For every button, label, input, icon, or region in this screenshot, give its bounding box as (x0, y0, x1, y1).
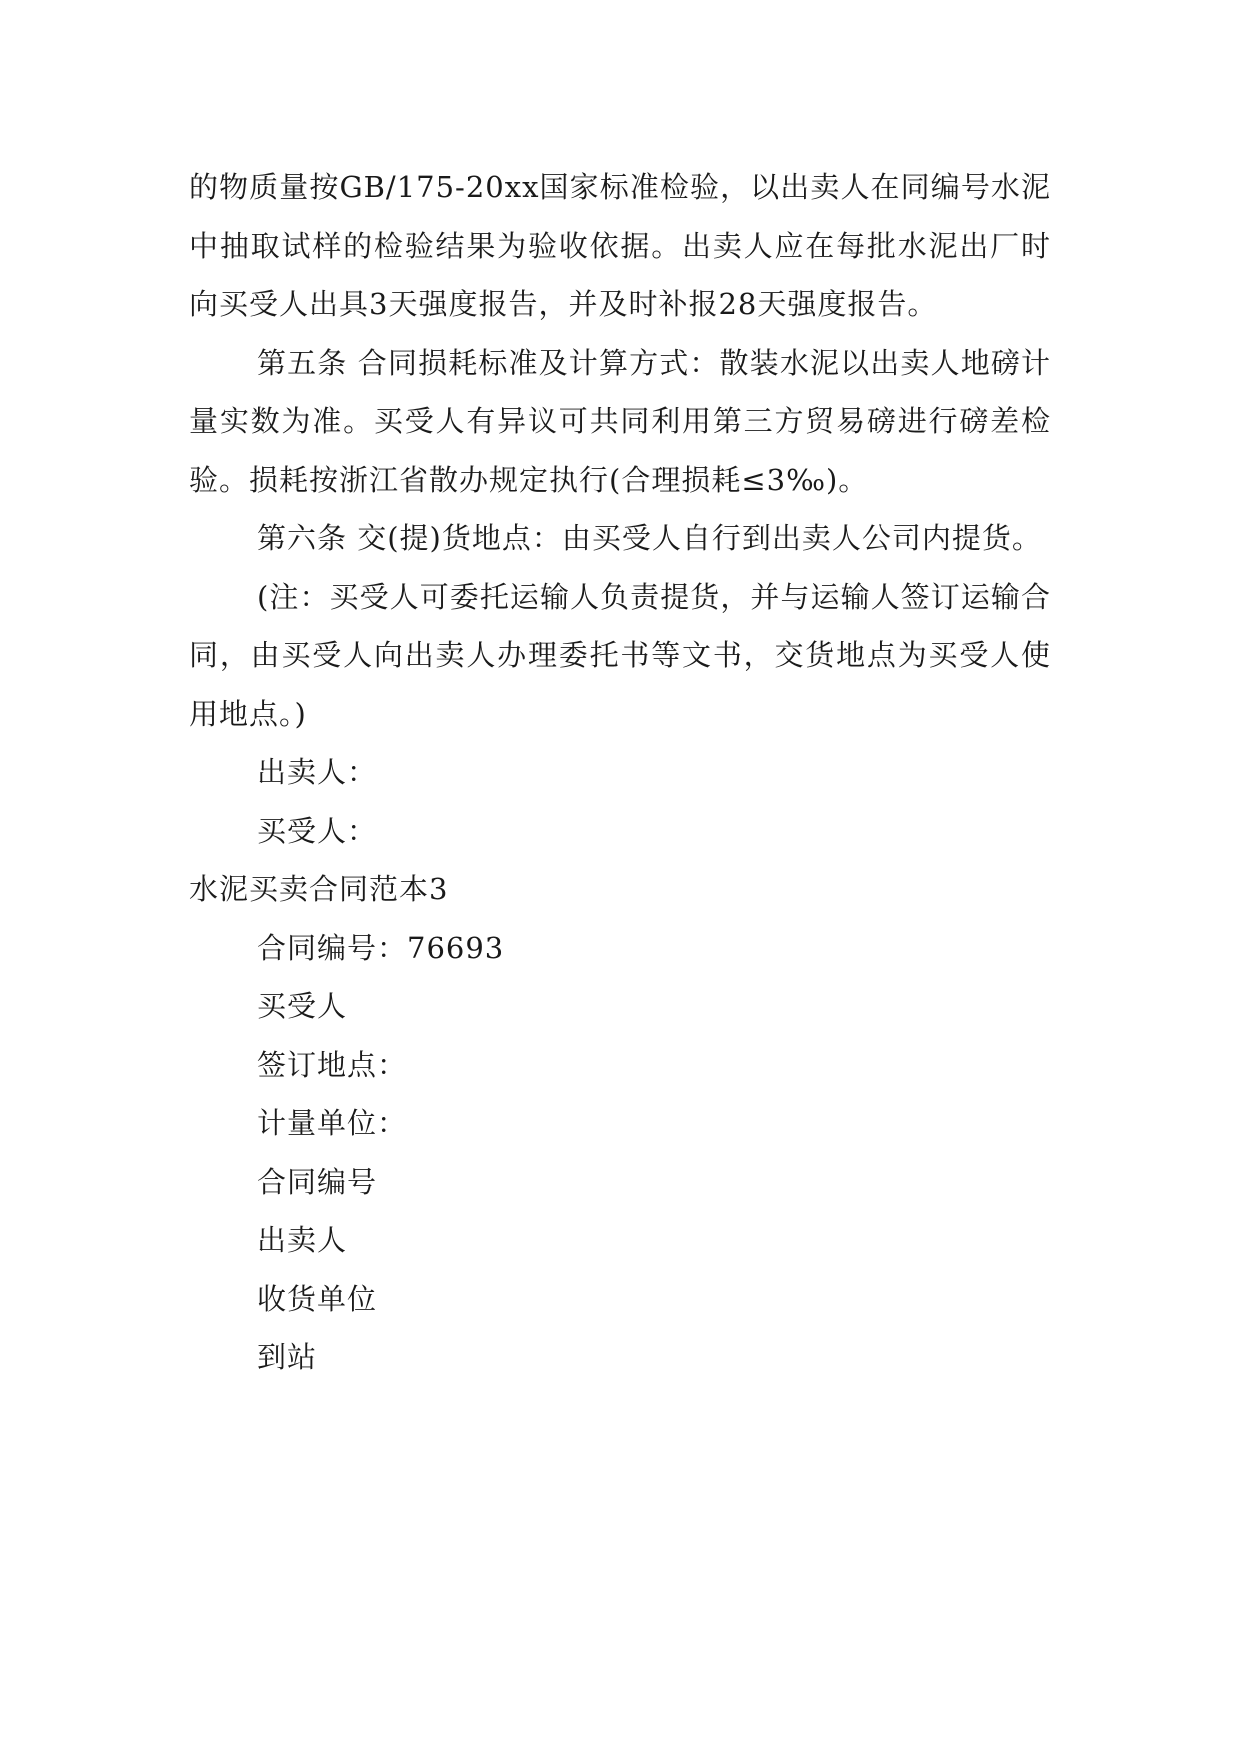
buyer-signature-line: 买受人： (257, 813, 378, 848)
field-seller: 出卖人 (257, 1223, 348, 1257)
paragraph-article-five: 第五条 合同损耗标准及计算方式：散装水泥以出卖人地磅计量实数为准。买受人有异议可共同利用第三方贸易磅进行磅差检验。损耗按浙江省散办规定执行(合理损耗≤3‰)。 (189, 345, 1051, 497)
paragraph-article-six: 第六条 交(提)货地点：由买受人自行到出卖人公司内提货。 (257, 521, 1042, 555)
field-unit-of-measure: 计量单位： (257, 1106, 408, 1140)
document-body (189, 158, 1051, 1387)
field-buyer: 买受人 (257, 989, 348, 1023)
field-destination-station: 到站 (257, 1340, 318, 1374)
paragraph-note: (注：买受人可委托运输人负责提货，并与运输人签订运输合同，由买受人向出卖人办理委托书等文书，交货地点为买受人使用地点。) (189, 579, 1051, 731)
field-contract-number-2: 合同编号 (257, 1164, 378, 1199)
seller-signature-line: 出卖人： (257, 755, 378, 789)
field-receiving-unit: 收货单位 (257, 1281, 378, 1316)
paragraph-quality-inspection: 的物质量按GB/175-20xx国家标准检验，以出卖人在同编号水泥中抽取试样的检验结果为验收依据。出卖人应在每批水泥出厂时向买受人出具3天强度报告，并及时补报28天强度报告。 (189, 170, 1051, 321)
field-contract-number: 合同编号：76693 (257, 930, 505, 965)
field-signing-place: 签订地点： (257, 1047, 408, 1082)
section-title: 水泥买卖合同范本3 (189, 872, 449, 906)
